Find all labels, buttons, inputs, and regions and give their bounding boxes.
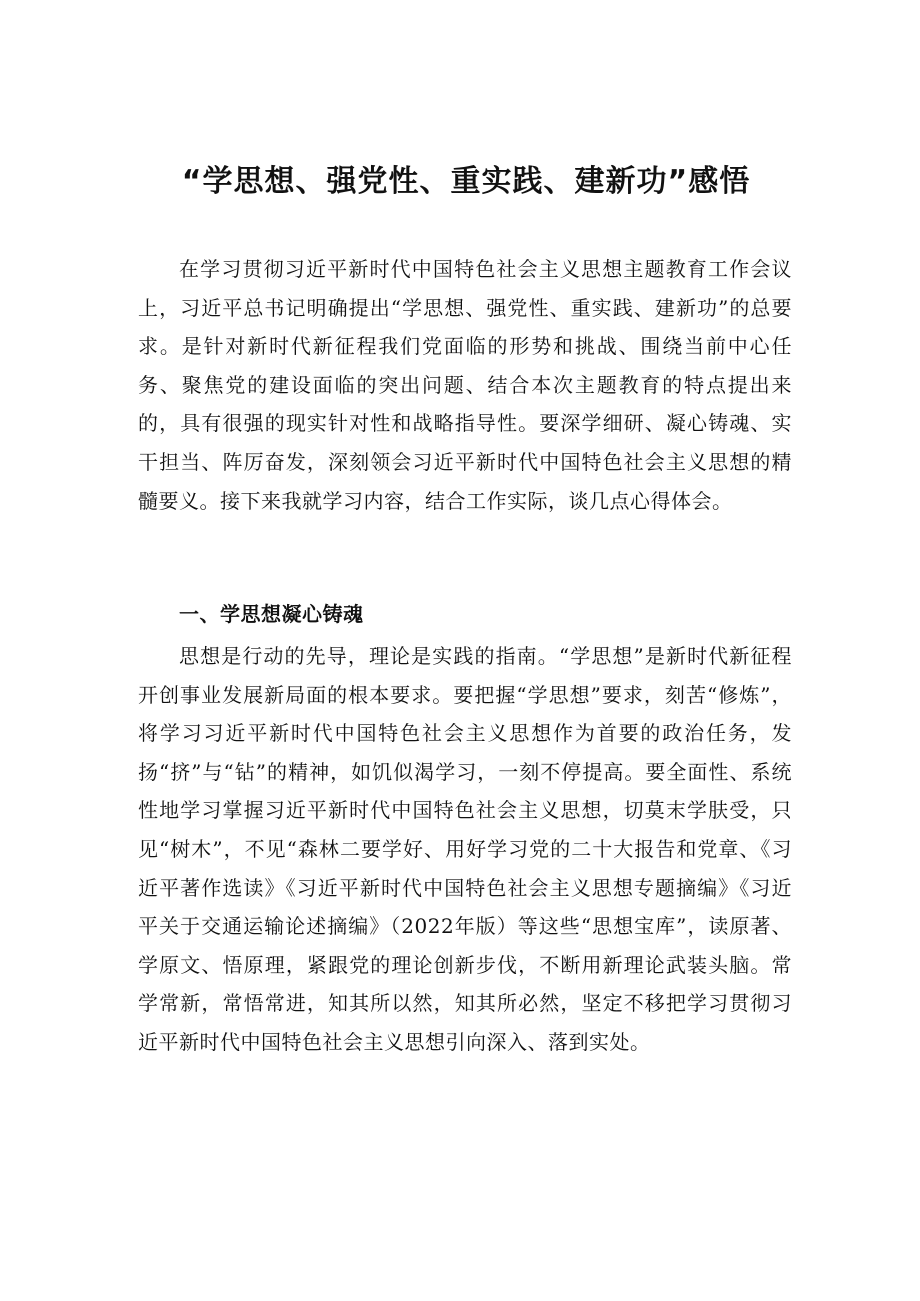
paragraph-intro: 在学习贯彻习近平新时代中国特色社会主义思想主题教育工作会议上，习近平总书记明确提出“学思想、强党性、重实践、建新功”的总要求。是针对新时代新征程我们党面临的形势和挑战、围绕当前中心任务、聚焦党的建设面临的突出问题、结合本次主题教育的特点提出来的，具有很强的现实针对性和战略指导性。要深学细研、凝心铸魂、实干担当、阵厉奋发，深刻领会习近平新时代中国特色社会主义思想的精髓要义。接下来我就学习内容，结合工作实际，谈几点心得体会。 bbox=[138, 257, 792, 513]
section-heading-block bbox=[138, 595, 792, 634]
document-title: “学思想、强党性、重实践、建新功”感悟 bbox=[181, 164, 751, 199]
paragraph-section-1: 思想是行动的先导，理论是实践的指南。“学思想”是新时代新征程开创事业发展新局面的根本要求。要把握“学思想”要求，刻苦“修炼”，将学习习近平新时代中国特色社会主义思想作为首要的政治任务，发扬“挤”与“钻”的精神，如饥似渴学习，一刻不停提高。要全面性、系统性地学习掌握习近平新时代中国特色社会主义思想，切莫末学肤受，只见“树木”，不见“森林二要学好、用好学习党的二十大报告和党章、《习近平著作选读》《习近平新时代中国特色社会主义思想专题摘编》《习近平关于交通运输论述摘编》（2022年版）等这些“思想宝库”，读原著、学原文、悟原理，紧跟党的理论创新步伐，不断用新理论武装头脑。常学常新，常悟常进，知其所以然，知其所必然，坚定不移把学习贯彻习近平新时代中国特色社会主义思想引向深入、落到实处。 bbox=[138, 644, 792, 1054]
section-heading-1: 一、学思想凝心铸魂 bbox=[179, 602, 364, 626]
section-paragraph-block bbox=[138, 637, 792, 1062]
intro-paragraph-block bbox=[138, 250, 792, 520]
